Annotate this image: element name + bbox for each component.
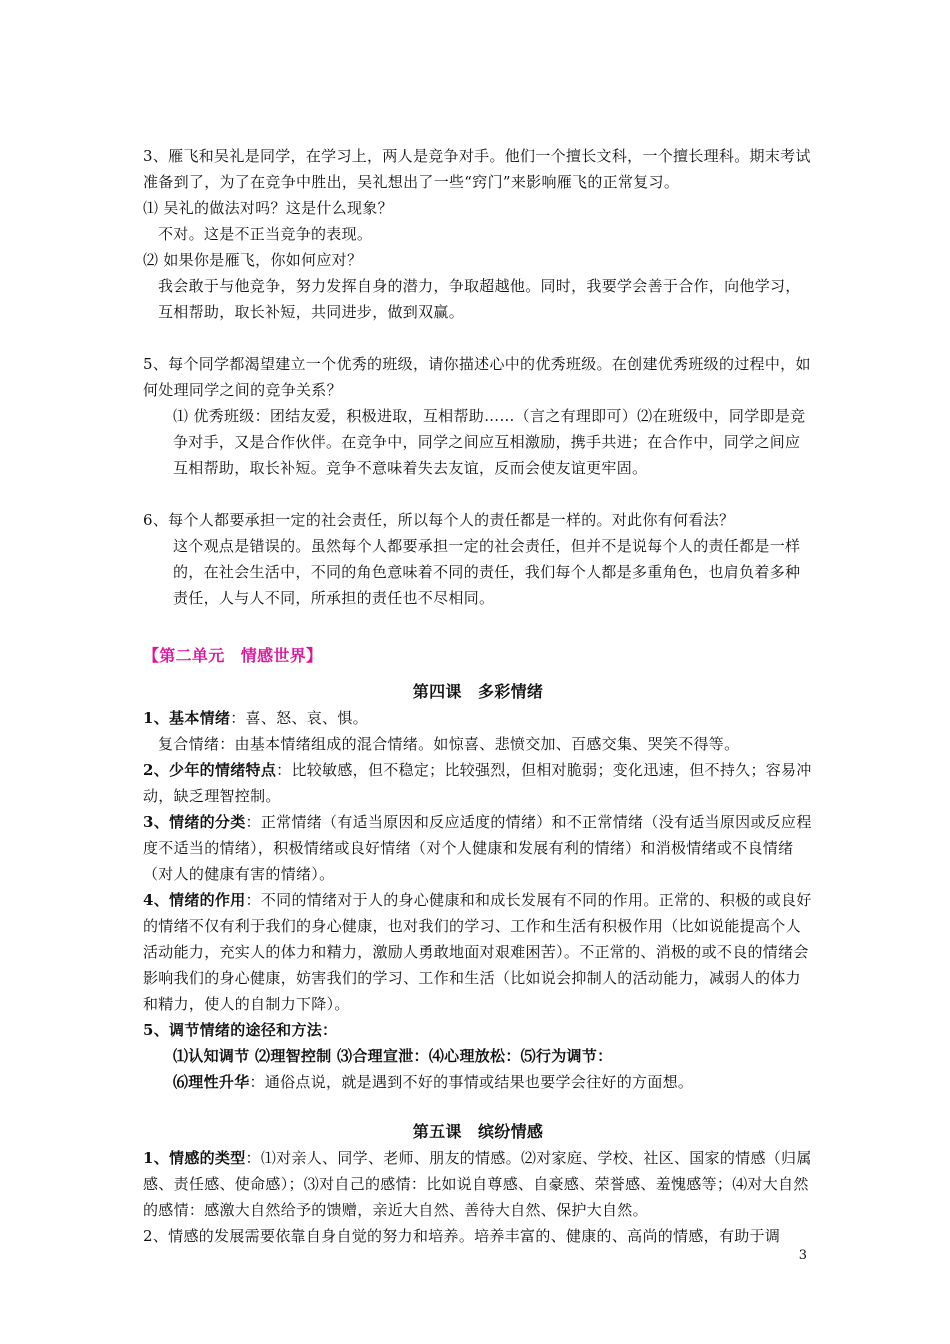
point-label: 1、基本情绪: [143, 709, 231, 727]
spacer: [143, 611, 813, 637]
answer-3-sub2: 我会敢于与他竞争，努力发挥自身的潜力，争取超越他。同时，我要学会善于合作，向他学习，互相帮助，取长补短，共同进步，做到双赢。: [158, 277, 801, 321]
question-6: 6、每个人都要承担一定的社会责任，所以每个人的责任都是一样的。对此你有何看法？: [143, 511, 735, 529]
answer-5: ⑴ 优秀班级：团结友爱，积极进取，互相帮助……（言之有理即可）⑵在班级中，同学即是竞争对手，又是合作伙伴。在竞争中，同学之间应互相激励，携手共进；在合作中，同学之间应互相帮助，取长补短。竞争不意味着失去友谊，反而会使友谊更牢固。: [173, 407, 806, 477]
lesson-4-point-4: [143, 887, 813, 1017]
method-6-label: ⑹理性升华: [173, 1073, 250, 1091]
question-3: 3、雁飞和吴礼是同学，在学习上，两人是竞争对手。他们一个擅长文科，一个擅长理科。期末考试准备到了，为了在竞争中胜出，吴礼想出了一些“窍门”来影响雁飞的正常复习。: [143, 147, 811, 191]
point-label: 4、情绪的作用: [143, 891, 246, 909]
lesson-4-point-3: [143, 809, 813, 887]
question-3-sub2: ⑵ 如果你是雁飞，你如何应对？: [143, 251, 363, 269]
lesson-4-method-6: [143, 1069, 813, 1095]
unit-title: 【第二单元 情感世界】: [143, 646, 323, 665]
question-5: 5、每个同学都渴望建立一个优秀的班级，请你描述心中的优秀班级。在创建优秀班级的过程中，如何处理同学之间的竞争关系？: [143, 355, 811, 399]
methods-list: ⑴认知调节 ⑵理智控制 ⑶合理宣泄：⑷心理放松：⑸行为调节：: [173, 1047, 613, 1065]
point-text: ：⑴对亲人、同学、老师、朋友的情感。⑵对家庭、学校、社区、国家的情感（归属感、责任感、使命感）；⑶对自己的感情：比如说自尊感、自豪感、荣誉感、羞愧感等；⑷对大自然的感情：感激大自然给予的馈赠，亲近大自然、善待大自然、保护大自然。: [143, 1149, 812, 1219]
point-text: ：不同的情绪对于人的身心健康和和成长发展有不同的作用。正常的、积极的或良好的情绪不仅有利于我们的身心健康，也对我们的学习、工作和生活有积极作用（比如说能提高个人活动能力，充实人的体力和精力，激励人勇敢地面对艰难困苦）。不正常的、消极的或不良的情绪会影响我们的身心健康，妨害我们的学习、工作和生活（比如说会抑制人的活动能力，减弱人的体力和精力，使人的自制力下降）。: [143, 891, 812, 1013]
lesson-5-title: 第五课 缤纷情感: [412, 1122, 544, 1141]
lesson-4-point-1: [143, 705, 813, 731]
point-text: ：比较敏感，但不稳定；比较强烈，但相对脆弱；变化迅速，但不持久；容易冲动，缺乏理智控制。: [143, 761, 812, 805]
lesson-4-point-2: [143, 757, 813, 809]
point-text: ：喜、怒、哀、惧。: [230, 709, 368, 727]
answer-6: 这个观点是错误的。虽然每个人都要承担一定的社会责任，但并不是说每个人的责任都是一样的，在社会生活中，不同的角色意味着不同的责任，我们每个人都是多重角色，也肩负着多种责任，人与人不同，所承担的责任也不尽相同。: [173, 537, 801, 607]
point-label: 2、少年的情绪特点: [143, 761, 277, 779]
lesson-4-title: 第四课 多彩情绪: [412, 682, 544, 701]
page-number: 3: [798, 1248, 807, 1263]
question-3-sub1: ⑴ 吴礼的做法对吗？这是什么现象？: [143, 199, 393, 217]
lesson-4-point-5: [143, 1017, 813, 1043]
method-6-text: ：通俗点说，就是遇到不好的事情或结果也要学会往好的方面想。: [249, 1073, 694, 1091]
lesson-5-point-2: 2、情感的发展需要依靠自身自觉的努力和培养。培养丰富的、健康的、高尚的情感，有助于调: [143, 1227, 781, 1245]
page-content: [143, 143, 813, 1249]
point-text: ：正常情绪（有适当原因和反应适度的情绪）和不正常情绪（没有适当原因或反应程度不适当的情绪），积极情绪或良好情绪（对个人健康和发展有利的情绪）和消极情绪或不良情绪（对人的健康有害的情绪）。: [143, 813, 812, 883]
spacer: [143, 325, 813, 351]
lesson-4-methods: [143, 1043, 813, 1069]
answer-3-sub1: 不对。这是不正当竞争的表现。: [158, 225, 373, 243]
point-label: 3、情绪的分类: [143, 813, 246, 831]
spacer: [143, 481, 813, 507]
lesson-5-point-1: [143, 1145, 813, 1223]
lesson-4-point-1b: 复合情绪：由基本情绪组成的混合情绪。如惊喜、悲愤交加、百感交集、哭笑不得等。: [158, 735, 740, 753]
point-label: 1、情感的类型: [143, 1149, 246, 1167]
spacer: [143, 1095, 813, 1109]
point-label: 5、调节情绪的途径和方法：: [143, 1021, 338, 1039]
